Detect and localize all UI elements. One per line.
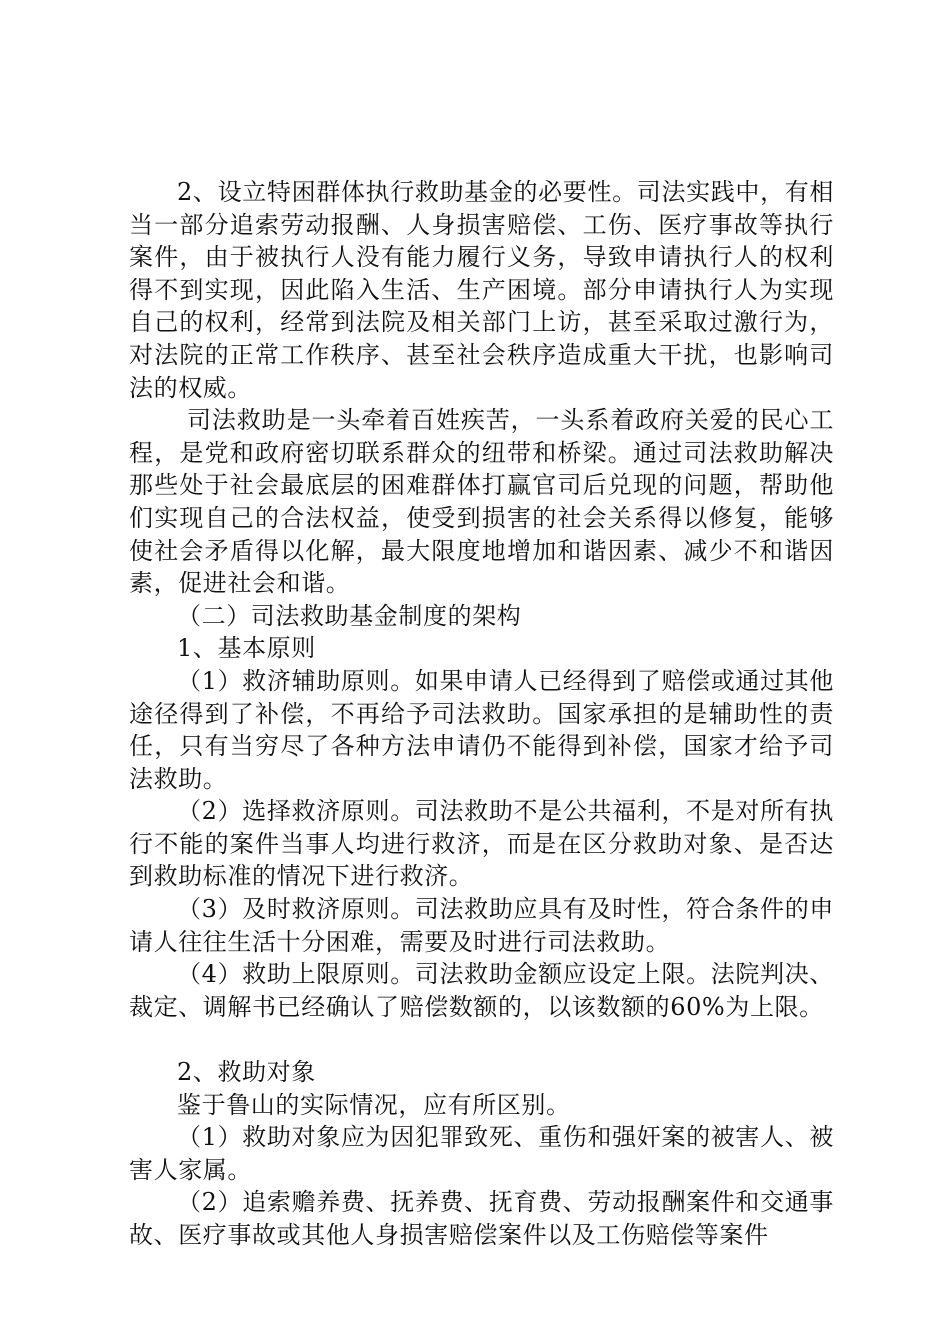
paragraph-principle-4: （4）救助上限原则。司法救助金额应设定上限。法院判决、裁定、调解书已经确认了赔偿数额的，以该数额的60%为上限。: [129, 960, 834, 1021]
paragraph-recipient-1: （1）救助对象应为因犯罪致死、重伤和强奸案的被害人、被害人家属。: [129, 1123, 834, 1184]
paragraph-principle-1: （1）救济辅助原则。如果申请人已经得到了赔偿或通过其他途径得到了补偿，不再给予司法救助。国家承担的是辅助性的责任，只有当穷尽了各种方法申请仍不能得到补偿，国家才给予司法救助。: [129, 666, 834, 793]
paragraph-necessity: 2、设立特困群体执行救助基金的必要性。司法实践中，有相当一部分追索劳动报酬、人身损害赔偿、工伤、医疗事故等执行案件，由于被执行人没有能力履行义务，导致申请执行人的权利得不到实现，因此陷入生活、生产困境。部分申请执行人为实现自己的权利，经常到法院及相关部门上访，甚至采取过激行为，对法院的正常工作秩序、甚至社会秩序造成重大干扰，也影响司法的权威。: [129, 178, 834, 402]
blank-line: [129, 1023, 834, 1056]
paragraph-principle-3: （3）及时救济原则。司法救助应具有及时性，符合条件的申请人往往生活十分困难，需要及时进行司法救助。: [129, 895, 834, 956]
paragraph-recipient-2: （2）追索赡养费、抚养费、抚育费、劳动报酬案件和交通事故、医疗事故或其他人身损害赔偿案件以及工伤赔偿等案件: [129, 1188, 834, 1249]
document-body: [129, 176, 834, 1252]
paragraph-principle-2: （2）选择救济原则。司法救助不是公共福利，不是对所有执行不能的案件当事人均进行救济，而是在区分救助对象、是否达到救助标准的情况下进行救济。: [129, 797, 834, 891]
paragraph-local-situation: 鉴于鲁山的实际情况，应有所区别。: [177, 1090, 571, 1119]
heading-aid-recipients: 2、救助对象: [177, 1058, 316, 1087]
heading-fund-structure: （二）司法救助基金制度的架构: [177, 601, 522, 630]
heading-basic-principles: 1、基本原则: [177, 634, 316, 663]
paragraph-judicial-aid: 司法救助是一头牵着百姓疾苦，一头系着政府关爱的民心工程，是党和政府密切联系群众的纽带和桥梁。通过司法救助解决那些处于社会最底层的困难群体打赢官司后兑现的问题，帮助他们实现自己的合法权益，使受到损害的社会关系得以修复，能够使社会矛盾得以化解，最大限度地增加和谐因素、减少不和谐因素，促进社会和谐。: [129, 406, 834, 598]
